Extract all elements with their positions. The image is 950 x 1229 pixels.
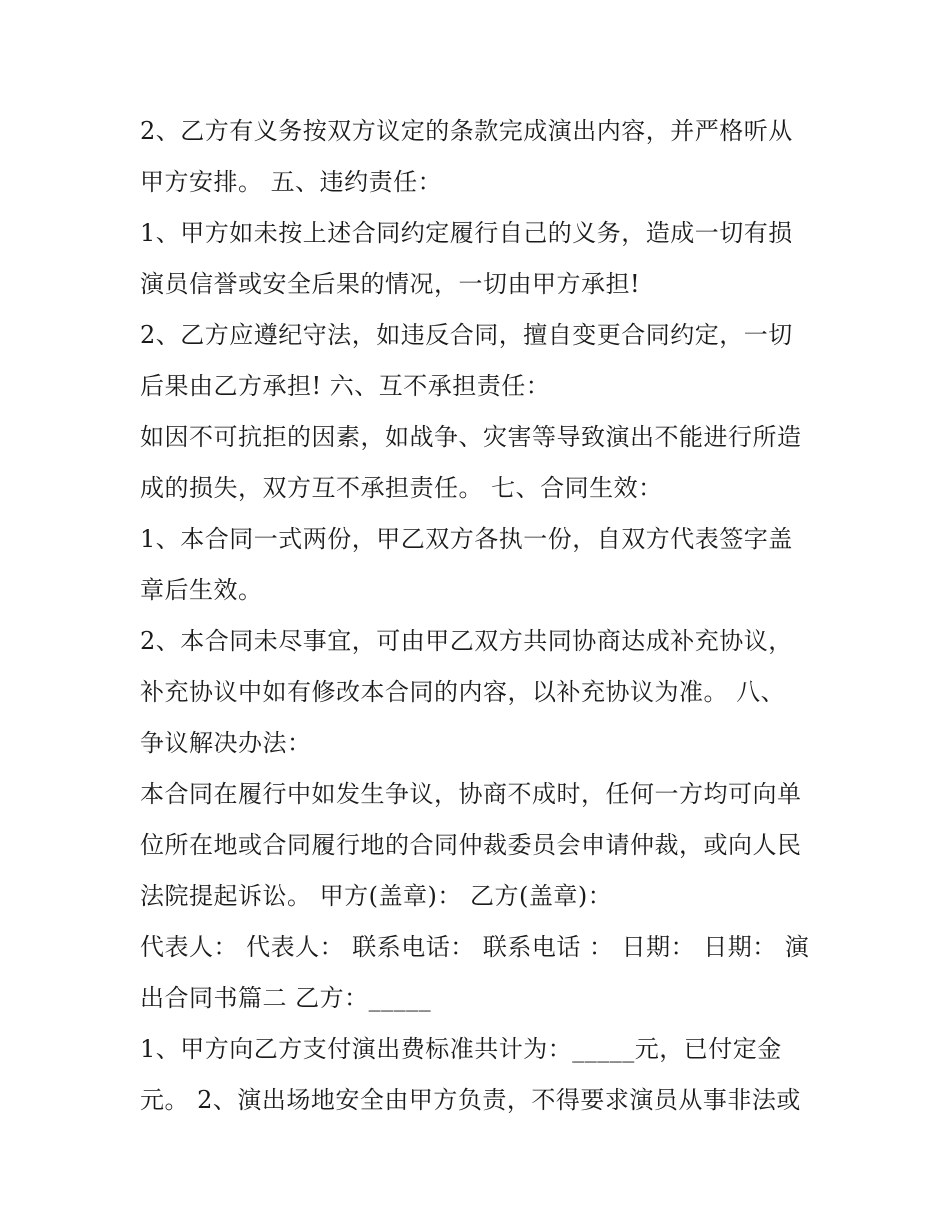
text-line: 补充协议中如有修改本合同的内容，以补充协议为准。 八、	[140, 678, 786, 706]
text-line: 2、本合同未尽事宜，可由甲乙双方共同协商达成补充协议，	[140, 627, 793, 655]
text-line: 甲方安排。 五、违约责任：	[140, 168, 443, 196]
contract-text	[140, 106, 820, 1126]
text-line: 章后生效。	[140, 576, 263, 604]
text-line: 如因不可抗拒的因素，如战争、灾害等导致演出不能进行所造	[140, 423, 802, 451]
text-line: 法院提起诉讼。 甲方(盖章)： 乙方(盖章)：	[140, 882, 613, 910]
text-line: 成的损失，双方互不承担责任。 七、合同生效：	[140, 474, 663, 502]
text-line: 后果由乙方承担! 六、互不承担责任：	[140, 372, 551, 400]
text-line: 1、本合同一式两份，甲乙双方各执一份，自双方代表签字盖	[140, 525, 793, 553]
text-line: 代表人： 代表人： 联系电话： 联系电话 ： 日期： 日期： 演	[140, 933, 810, 961]
text-line: 1、甲方如未按上述合同约定履行自己的义务，造成一切有损	[140, 219, 793, 247]
text-line: 本合同在履行中如发生争议，协商不成时，任何一方均可向单	[140, 780, 802, 808]
text-line: 出合同书篇二 乙方：_____	[140, 984, 432, 1012]
text-line: 元。 2、演出场地安全由甲方负责，不得要求演员从事非法或	[140, 1086, 801, 1114]
text-line: 2、乙方有义务按双方议定的条款完成演出内容，并严格听从	[140, 117, 793, 145]
text-line: 1、甲方向乙方支付演出费标准共计为：_____元，已付定金	[140, 1035, 782, 1063]
text-line: 争议解决办法：	[140, 729, 312, 757]
text-line: 2、乙方应遵纪守法，如违反合同，擅自变更合同约定，一切	[140, 321, 793, 349]
text-line: 位所在地或合同履行地的合同仲裁委员会申请仲裁，或向人民	[140, 831, 802, 859]
text-line: 演员信誉或安全后果的情况，一切由甲方承担!	[140, 270, 641, 298]
